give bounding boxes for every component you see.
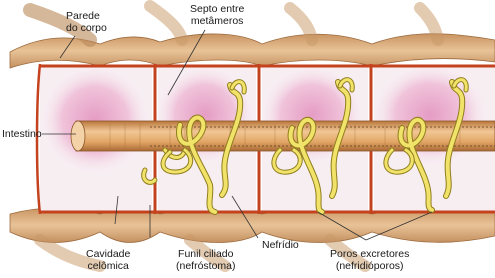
label-nephridium: Nefrídio — [262, 239, 299, 251]
label-ciliated-funnel — [176, 248, 236, 272]
label-septum-line1: Septo entre — [190, 3, 245, 15]
label-intestine: Intestino — [2, 128, 42, 140]
label-septum-line2: metâmeros — [190, 15, 244, 27]
label-coelom-line2: celômica — [87, 260, 129, 272]
label-excretory-pores-line2: (nefridióporos) — [335, 260, 404, 272]
label-septum — [190, 3, 244, 27]
label-ciliated-funnel-line2: (nefróstoma) — [176, 260, 236, 272]
label-excretory-pores — [330, 248, 409, 272]
label-excretory-pores-line1: Poros excretores — [330, 248, 410, 260]
label-body-wall — [66, 10, 107, 34]
label-body-wall-line2: do corpo — [66, 22, 107, 34]
label-body-wall-line1: Parede — [66, 10, 100, 22]
label-ciliated-funnel-line1: Funil ciliado — [178, 248, 234, 260]
label-coelom — [86, 248, 130, 272]
intestine-tube — [71, 121, 495, 151]
label-coelom-line1: Cavidade — [86, 248, 131, 260]
